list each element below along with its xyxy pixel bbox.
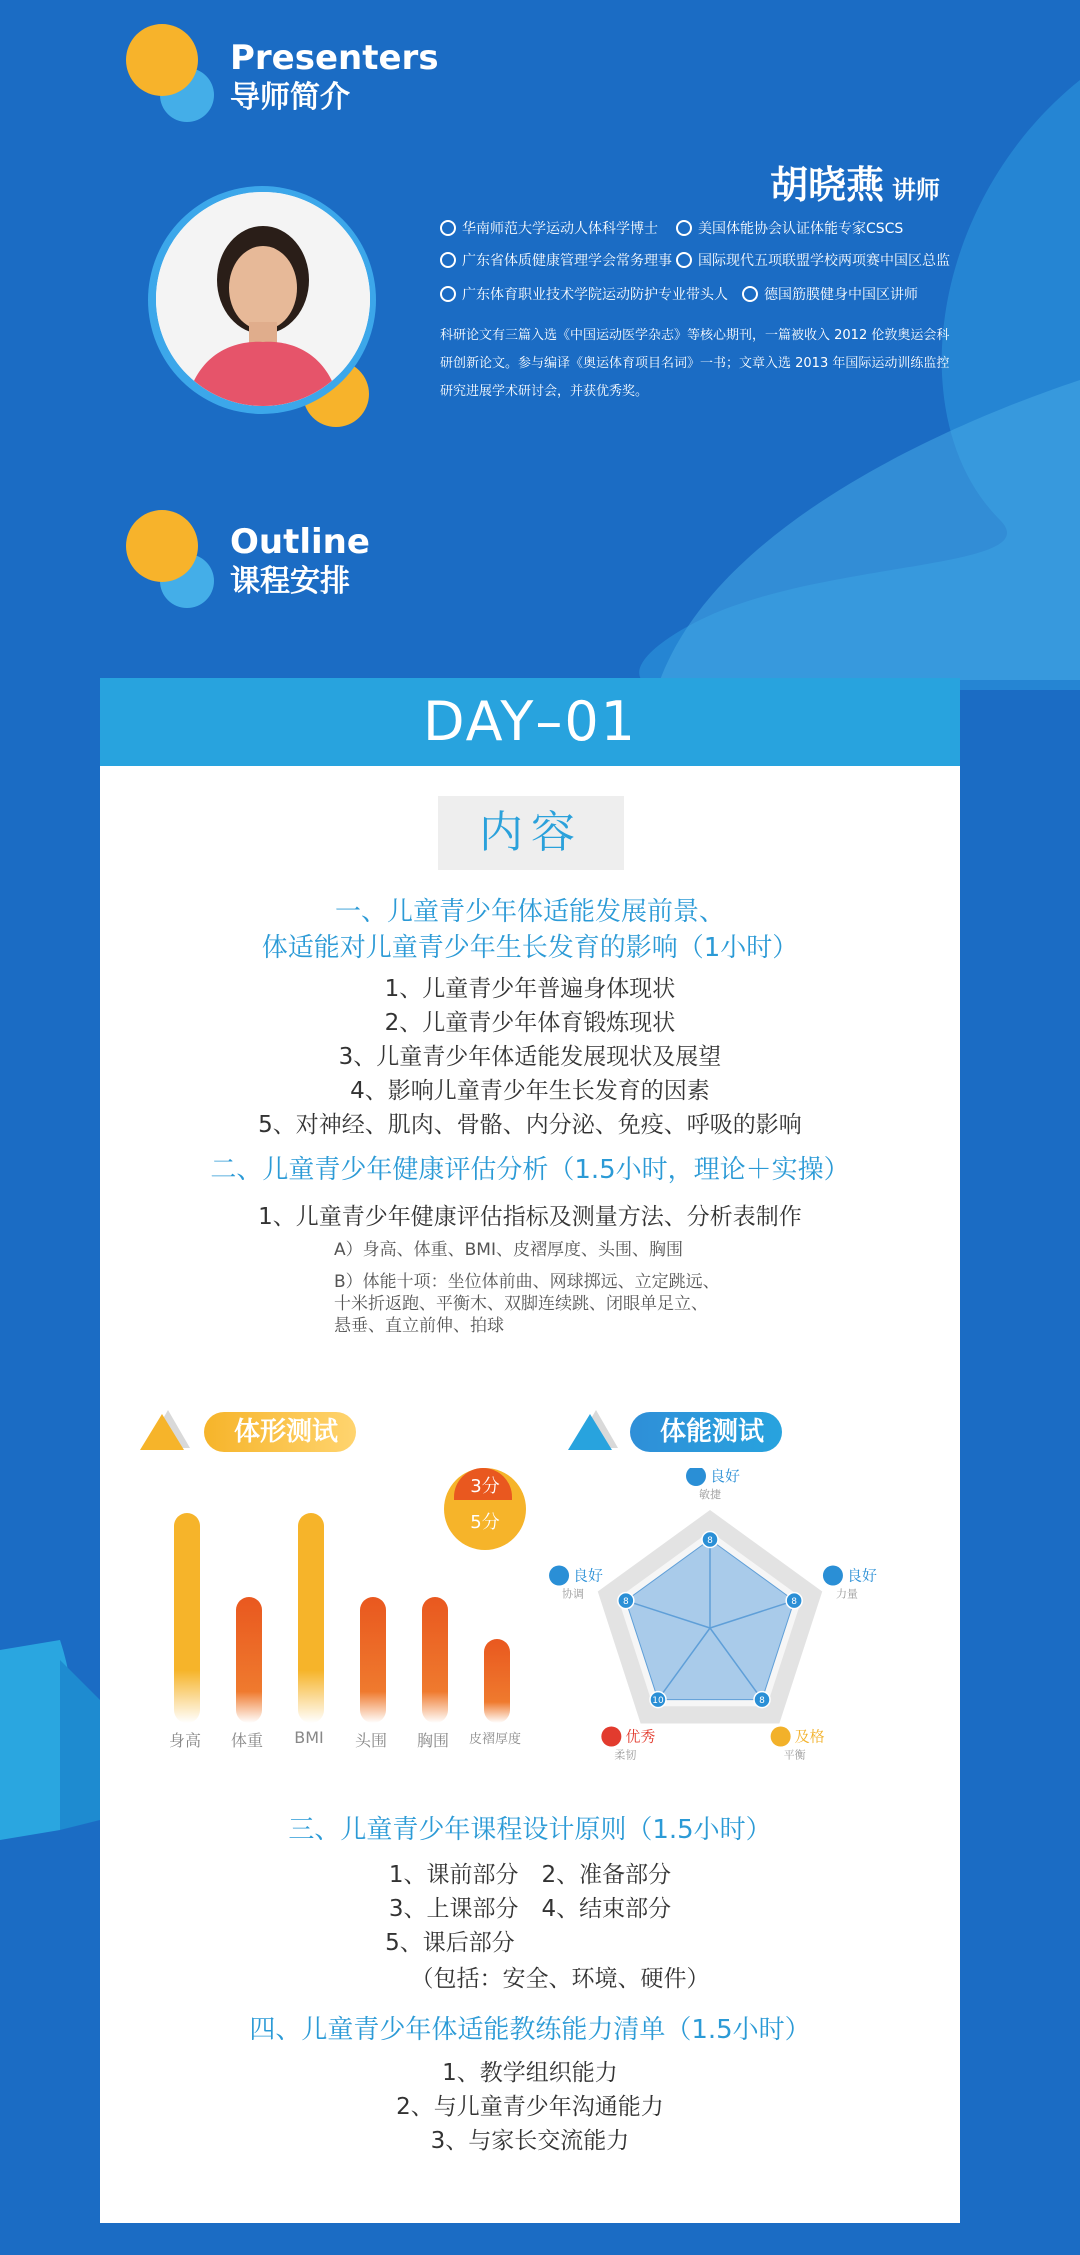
credential-item: 广东省体质健康管理学会常务理事 — [440, 250, 672, 270]
list-item: 1、教学组织能力 — [442, 2060, 618, 2086]
section-3-title: 三、儿童青少年课程设计原则（1.5小时） — [288, 1815, 772, 1845]
bar — [298, 1513, 324, 1723]
section-1-title-line2: 体适能对儿童青少年生长发育的影响（1小时） — [261, 933, 799, 963]
body-test-bar-chart — [150, 1498, 510, 1738]
outline-heading-en: Outline — [230, 522, 370, 562]
bar — [422, 1597, 448, 1723]
radar-rating: 良好 — [573, 1566, 604, 1585]
content-label: 内容 — [438, 796, 624, 870]
radar-point-score: 8 — [759, 1696, 765, 1707]
presenter-name — [770, 154, 940, 209]
list-item: 3、儿童青少年体适能发展现状及展望 — [338, 1044, 722, 1070]
bar-label: BMI — [294, 1728, 324, 1747]
smiley-icon — [823, 1566, 843, 1586]
body-test-pill: 体形测试 — [204, 1412, 356, 1452]
score-bottom: 5分 — [470, 1512, 500, 1533]
bar-label: 胸围 — [416, 1731, 449, 1750]
triangle-icon — [564, 1404, 624, 1454]
presenters-heading-en: Presenters — [230, 38, 439, 78]
outline-heading-cn: 课程安排 — [230, 564, 350, 599]
list-item: 1、儿童青少年健康评估指标及测量方法、分析表制作 — [258, 1204, 802, 1230]
list-item: 2、儿童青少年体育锻炼现状 — [384, 1010, 676, 1036]
radar-point-score: 8 — [791, 1597, 798, 1608]
radar-axis-label: 柔韧 — [614, 1748, 637, 1762]
presenter-bio: 科研论文有三篇入选《中国运动医学杂志》等核心期刊，一篇被收入 2012 伦敦奥运会科研创新论文。参与编译《奥运体育项目名词》一书；文章入选 2013 年国际运动训练监控研究进展学术研讨会，并获优秀奖。 — [440, 328, 950, 399]
section-4-title: 四、儿童青少年体适能教练能力清单（1.5小时） — [249, 2015, 811, 2045]
outline-heading — [230, 522, 370, 602]
credential-item: 华南师范大学运动人体科学博士 — [440, 218, 658, 238]
list-item: 5、课后部分 — [385, 1930, 515, 1956]
bar — [360, 1597, 386, 1723]
list-item: （包括：安全、环境、硬件） — [410, 1966, 710, 1992]
presenter-photo — [148, 186, 388, 426]
sub-item: A）身高、体重、BMI、皮褶厚度、头围、胸围 — [334, 1240, 683, 1260]
sub-item: 十米折返跑、平衡木、双脚连续跳、闭眼单足立、 — [334, 1294, 708, 1314]
radar-axis-label: 平衡 — [783, 1748, 806, 1762]
credential-item: 美国体能协会认证体能专家CSCS — [676, 218, 903, 238]
course-card — [100, 678, 960, 2223]
section-1-title: 一、儿童青少年体适能发展前景、 — [334, 897, 725, 927]
bar-label: 头围 — [354, 1731, 387, 1750]
bar — [236, 1597, 262, 1723]
list-item: 3、与家长交流能力 — [430, 2128, 630, 2154]
list-item: 3、上课部分 4、结束部分 — [388, 1896, 672, 1922]
score-top: 3分 — [470, 1476, 500, 1497]
radar-rating: 良好 — [710, 1468, 741, 1485]
credential-item: 德国筋膜健身中国区讲师 — [742, 284, 918, 304]
bar — [174, 1513, 200, 1723]
credential-item: 广东体育职业技术学院运动防护专业带头人 — [440, 284, 728, 304]
sub-item: 悬垂、直立前伸、拍球 — [334, 1316, 504, 1336]
day-title: DAY–01 — [100, 678, 960, 766]
presenter-name-text: 胡晓燕 — [770, 163, 885, 207]
section-2-title: 二、儿童青少年健康评估分析（1.5小时，理论＋实操） — [210, 1155, 850, 1185]
bar-label: 体重 — [230, 1731, 263, 1750]
bar-label: 身高 — [168, 1731, 201, 1750]
credential-item: 国际现代五项联盟学校两项赛中国区总监 — [676, 250, 950, 270]
presenters-heading-cn: 导师简介 — [230, 80, 350, 115]
radar-point-score: 8 — [707, 1536, 713, 1546]
triangle-icon — [136, 1404, 196, 1454]
radar-rating: 及格 — [794, 1727, 825, 1746]
smiley-icon — [601, 1726, 621, 1746]
radar-axis-label: 协调 — [562, 1587, 585, 1601]
radar-rating: 优秀 — [625, 1727, 656, 1746]
fitness-test-pill: 体能测试 — [630, 1412, 782, 1452]
presenter-portrait — [156, 192, 370, 406]
radar-axis-label: 力量 — [835, 1587, 858, 1601]
smiley-icon — [686, 1468, 706, 1486]
radar-point-score: 10 — [652, 1696, 664, 1707]
radar-point-score: 8 — [622, 1597, 629, 1608]
bar-label: 皮褶厚度 — [468, 1732, 521, 1747]
list-item: 5、对神经、肌肉、骨骼、内分泌、免疫、呼吸的影响 — [258, 1112, 802, 1138]
bar — [484, 1639, 510, 1723]
list-item: 4、影响儿童青少年生长发育的因素 — [350, 1078, 710, 1104]
smiley-icon — [771, 1726, 791, 1746]
list-item: 1、课前部分 2、准备部分 — [388, 1862, 672, 1888]
list-item: 2、与儿童青少年沟通能力 — [396, 2094, 664, 2120]
smiley-icon — [549, 1566, 569, 1586]
list-item: 1、儿童青少年普遍身体现状 — [384, 976, 676, 1002]
sub-item: B）体能十项：坐位体前曲、网球掷远、立定跳远、 — [334, 1272, 720, 1292]
presenter-title: 讲师 — [892, 176, 941, 204]
fitness-radar-chart — [540, 1468, 960, 1768]
presenters-heading — [230, 38, 439, 118]
radar-rating: 良好 — [846, 1566, 877, 1585]
radar-axis-label: 敏捷 — [699, 1488, 721, 1501]
